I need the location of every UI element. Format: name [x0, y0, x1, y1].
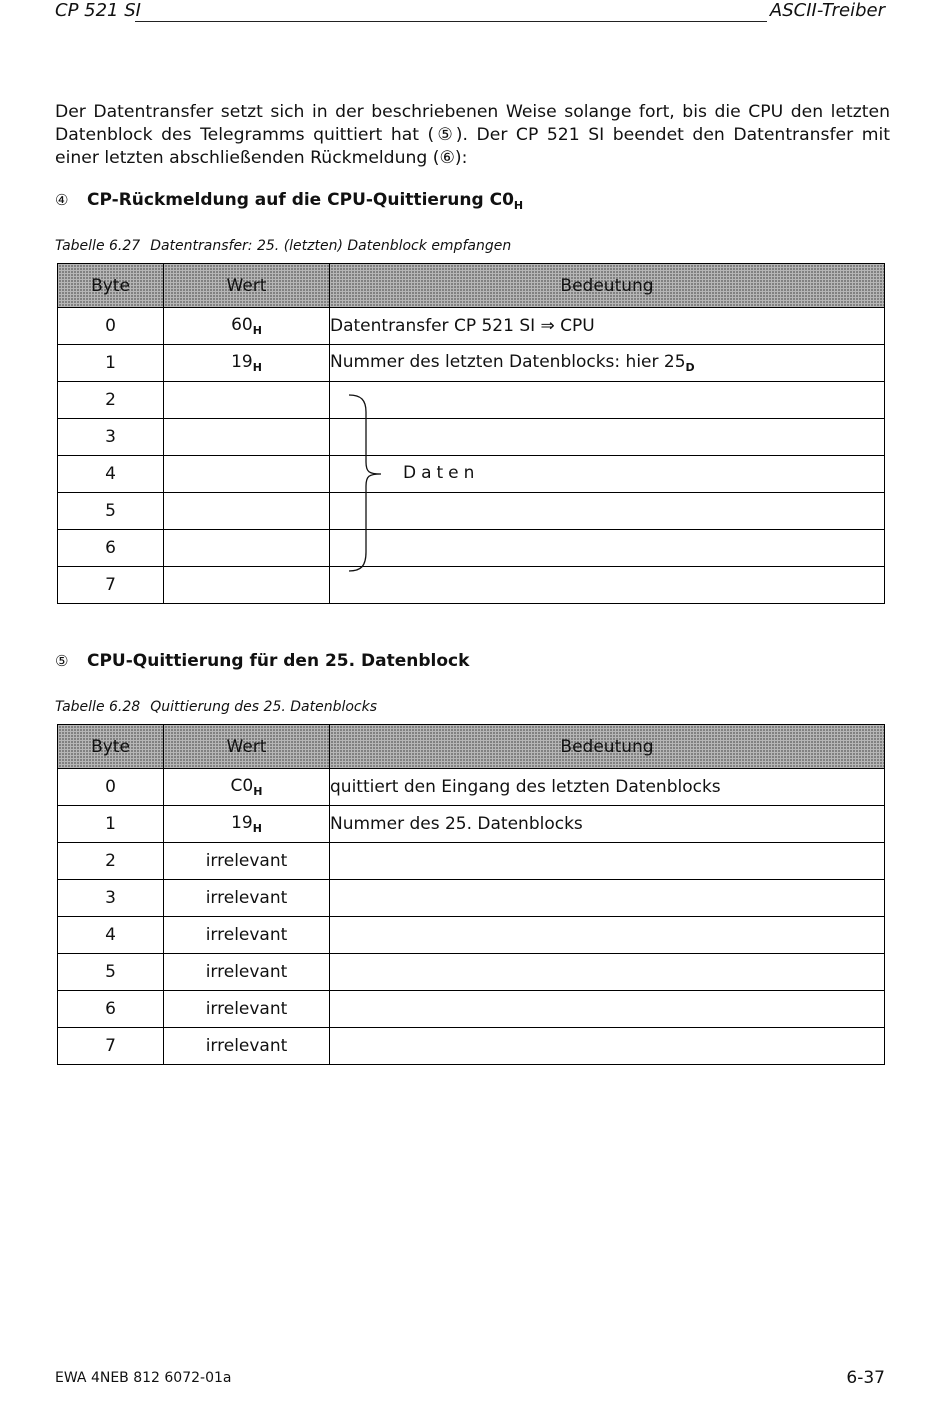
cell-byte: 1	[58, 806, 164, 843]
table-header-row	[58, 725, 885, 769]
cell-byte: 7	[58, 1028, 164, 1065]
table-row	[58, 769, 885, 806]
cell-byte: 3	[58, 880, 164, 917]
table-row	[58, 806, 885, 843]
data-brace	[345, 392, 385, 574]
page-number: 6-37	[846, 1368, 885, 1388]
cell-bedeutung	[330, 567, 885, 604]
cell-wert: irrelevant	[164, 843, 330, 880]
table-caption-1	[55, 238, 511, 254]
cell-wert: irrelevant	[164, 991, 330, 1028]
cell-wert	[164, 419, 330, 456]
table-header-row	[58, 264, 885, 308]
column-header-byte: Byte	[58, 264, 164, 308]
table-row	[58, 843, 885, 880]
cell-byte: 0	[58, 769, 164, 806]
section-number-2: ⑤	[55, 652, 69, 670]
section-heading-2	[55, 651, 469, 671]
cell-byte: 2	[58, 382, 164, 419]
cell-bedeutung	[330, 843, 885, 880]
data-table-1	[57, 263, 885, 604]
intro-paragraph: Der Datentransfer setzt sich in der beschriebenen Weise solange fort, bis die CPU den letzten Datenblock des Telegramms quittiert hat (⑤). Der CP 521 SI beendet den Datentransfer mit einer letzten abschließenden Rückmeldung (⑥):	[55, 102, 890, 168]
section-heading-1	[55, 190, 523, 212]
cell-byte: 6	[58, 991, 164, 1028]
table-row	[58, 308, 885, 345]
cell-byte: 7	[58, 567, 164, 604]
table-row	[58, 345, 885, 382]
cell-bedeutung	[330, 954, 885, 991]
table-row	[58, 991, 885, 1028]
cell-wert: irrelevant	[164, 954, 330, 991]
table-row	[58, 567, 885, 604]
cell-byte: 4	[58, 917, 164, 954]
header-rule	[135, 21, 767, 22]
cell-byte: 4	[58, 456, 164, 493]
cell-byte: 3	[58, 419, 164, 456]
cell-byte: 6	[58, 530, 164, 567]
cell-bedeutung: Nummer des 25. Datenblocks	[330, 806, 885, 843]
cell-wert: $19_H$	[164, 806, 330, 843]
column-header-bedeutung: Bedeutung	[330, 264, 885, 308]
cell-wert: irrelevant	[164, 1028, 330, 1065]
cell-byte: 2	[58, 843, 164, 880]
cell-wert	[164, 530, 330, 567]
cell-bedeutung	[330, 493, 885, 530]
column-header-byte: Byte	[58, 725, 164, 769]
column-header-wert: Wert	[164, 264, 330, 308]
cell-wert	[164, 493, 330, 530]
section-number-1: ④	[55, 191, 69, 209]
cell-bedeutung	[330, 880, 885, 917]
section-title-1-subscript: H	[513, 199, 524, 212]
table-row	[58, 954, 885, 991]
cell-wert	[164, 456, 330, 493]
table-row	[58, 419, 885, 456]
footer-document-id: EWA 4NEB 812 6072-01a	[55, 1370, 232, 1386]
table-row	[58, 382, 885, 419]
page-header	[55, 0, 885, 24]
section-title-2: CPU-Quittierung für den 25. Datenblock	[87, 651, 470, 671]
section-title-1: CP-Rückmeldung auf die CPU-Quittierung C0	[87, 190, 514, 210]
cell-wert	[164, 382, 330, 419]
cell-byte: 5	[58, 493, 164, 530]
table-row	[58, 493, 885, 530]
cell-byte: 5	[58, 954, 164, 991]
table-caption-2-text: Quittierung des 25. Datenblocks	[150, 699, 378, 715]
table-row	[58, 1028, 885, 1065]
cell-bedeutung	[330, 917, 885, 954]
cell-bedeutung: quittiert den Eingang des letzten Datenblocks	[330, 769, 885, 806]
cell-bedeutung: Nummer des letzten Datenblocks: hier $25_D$	[330, 345, 885, 382]
header-chapter: ASCII-Treiber	[766, 0, 885, 21]
cell-bedeutung	[330, 382, 885, 419]
cell-wert: $19_H$	[164, 345, 330, 382]
table-caption-1-number: Tabelle 6.27	[55, 238, 141, 254]
cell-byte: 1	[58, 345, 164, 382]
cell-wert: $60_H$	[164, 308, 330, 345]
cell-byte: 0	[58, 308, 164, 345]
table-row	[58, 530, 885, 567]
table-row	[58, 917, 885, 954]
table-caption-2	[55, 699, 377, 715]
table-row	[58, 880, 885, 917]
cell-wert	[164, 567, 330, 604]
data-table-2	[57, 724, 885, 1065]
cell-bedeutung	[330, 530, 885, 567]
column-header-bedeutung: Bedeutung	[330, 725, 885, 769]
column-header-wert: Wert	[164, 725, 330, 769]
cell-wert: $C0_H$	[164, 769, 330, 806]
cell-bedeutung	[330, 991, 885, 1028]
cell-bedeutung	[330, 1028, 885, 1065]
header-product: CP 521 SI	[55, 0, 147, 21]
table-caption-1-text: Datentransfer: 25. (letzten) Datenblock empfangen	[150, 238, 512, 254]
cell-bedeutung: Datentransfer CP 521 SI ⇒ CPU	[330, 308, 885, 345]
cell-wert: irrelevant	[164, 917, 330, 954]
cell-bedeutung	[330, 419, 885, 456]
table-caption-2-number: Tabelle 6.28	[55, 699, 141, 715]
cell-wert: irrelevant	[164, 880, 330, 917]
data-brace-label: Daten	[403, 463, 480, 483]
